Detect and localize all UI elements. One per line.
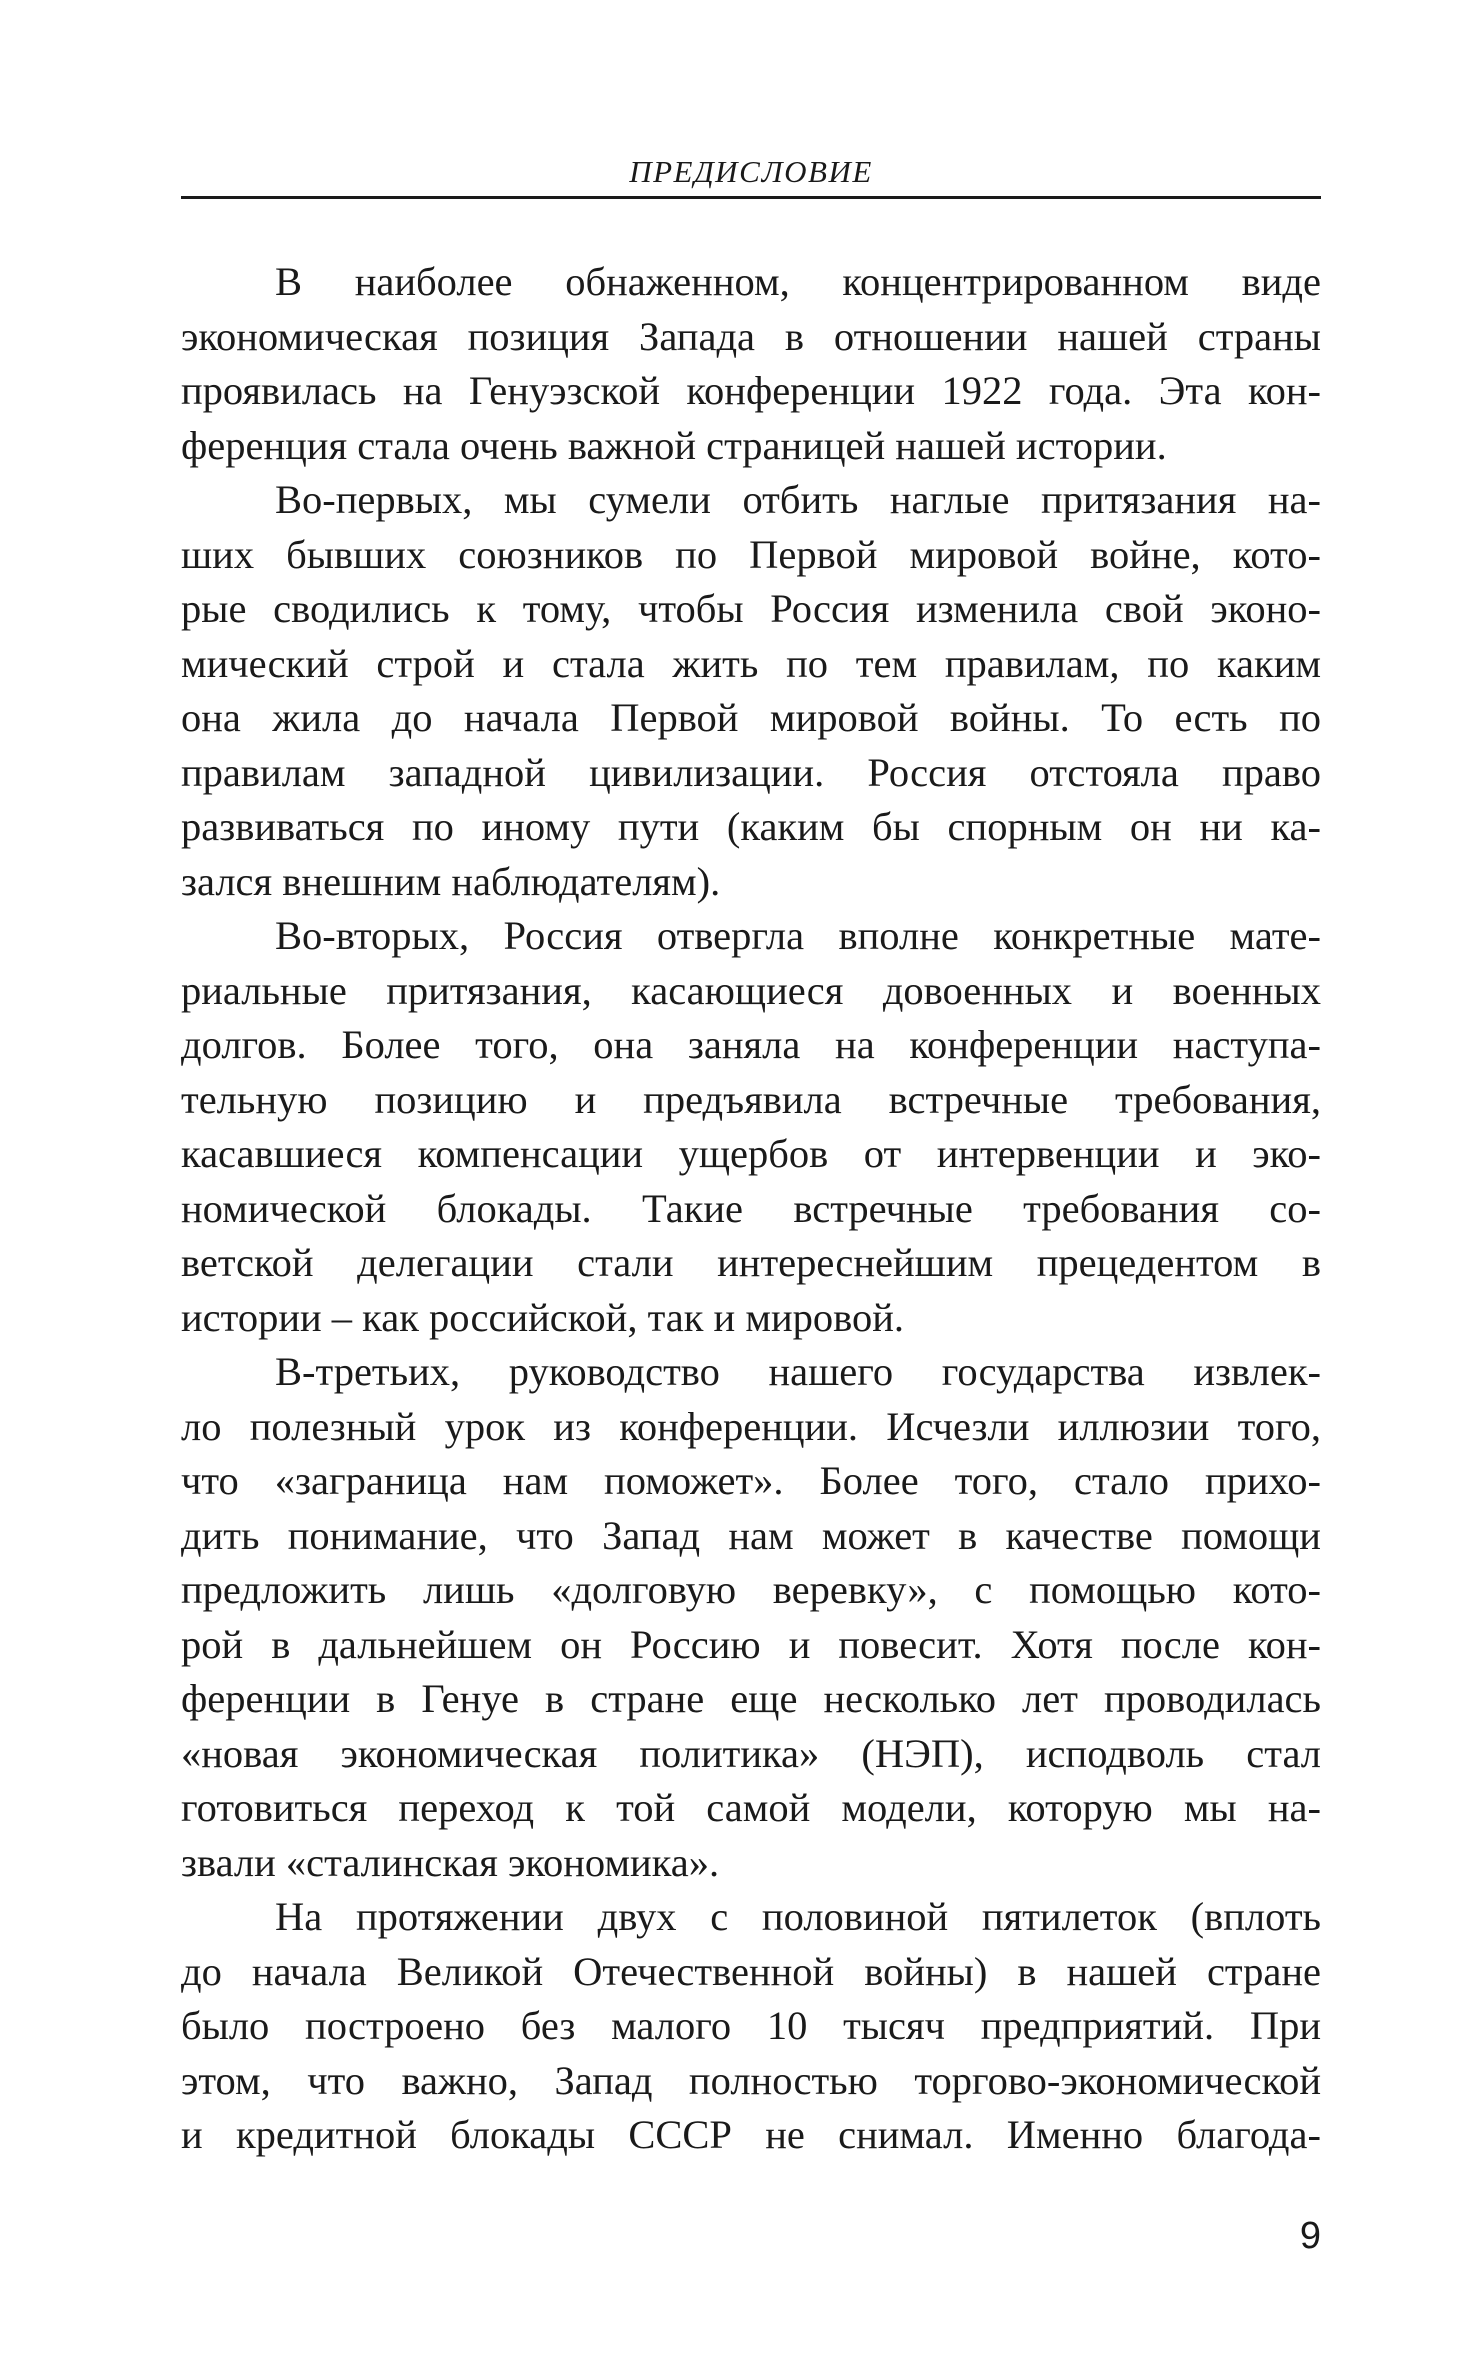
text-line: рые сводились к тому, чтобы Россия изменила свой эконо- <box>181 586 1321 631</box>
text-line: готовиться переход к той самой модели, которую мы на- <box>181 1785 1321 1830</box>
text-line: тельную позицию и предъявила встречные требования, <box>181 1076 1321 1122</box>
text-line: правилам западной цивилизации. Россия отстояла право <box>181 749 1321 795</box>
header-rule <box>181 196 1321 199</box>
text-line: Во-вторых, Россия отвергла вполне конкретные мате- <box>275 913 1321 958</box>
text-line: звали «сталинская экономика». <box>181 1839 720 1885</box>
page-number: 9 <box>1299 2215 1321 2257</box>
text-line: ференция стала очень важной страницей нашей истории. <box>181 422 1167 468</box>
text-line: этом, что важно, Запад полностью торгово-экономической <box>181 2057 1321 2103</box>
text-line: что «заграница нам поможет». Более того, стало прихо- <box>181 1458 1321 1503</box>
text-line: предложить лишь «долговую веревку», с помощью кото- <box>181 1567 1321 1612</box>
paragraph <box>181 255 1321 473</box>
text-line: ветской делегации стали интереснейшим прецедентом в <box>181 1240 1321 1285</box>
text-line: Во-первых, мы сумели отбить наглые притязания на- <box>275 477 1321 522</box>
text-line: и кредитной блокады СССР не снимал. Именно благода- <box>181 2112 1321 2157</box>
paragraph <box>181 909 1321 1345</box>
text-line: касавшиеся компенсации ущербов от интервенции и эко- <box>181 1131 1321 1176</box>
text-line: ференции в Генуе в стране еще несколько лет проводилась <box>181 1676 1321 1721</box>
running-head: ПРЕДИСЛОВИЕ <box>629 154 873 189</box>
text-line: мический строй и стала жить по тем правилам, по каким <box>181 640 1321 686</box>
text-line: рой в дальнейшем он Россию и повесит. Хотя после кон- <box>181 1621 1321 1667</box>
text-line: В-третьих, руководство нашего государства извлек- <box>275 1349 1321 1394</box>
text-line: до начала Великой Отечественной войны) в нашей стране <box>181 1948 1321 1994</box>
text-line: На протяжении двух с половиной пятилеток (вплоть <box>275 1894 1321 1939</box>
text-line: долгов. Более того, она заняла на конференции наступа- <box>181 1022 1321 1067</box>
text-line: дить понимание, что Запад нам может в качестве помощи <box>181 1512 1321 1558</box>
text-line: В наиболее обнаженном, концентрированном виде <box>275 259 1321 304</box>
text-line: номической блокады. Такие встречные требования со- <box>181 1185 1321 1231</box>
text-line: «новая экономическая политика» (НЭП), исподволь стал <box>181 1730 1321 1776</box>
text-line: ло полезный урок из конференции. Исчезли иллюзии того, <box>181 1403 1321 1449</box>
text-line: было построено без малого 10 тысяч предприятий. При <box>181 2003 1321 2048</box>
text-line: проявилась на Генуэзской конференции 1922 года. Эта кон- <box>181 368 1321 413</box>
text-line: зался внешним наблюдателям). <box>181 858 721 904</box>
paragraph <box>181 473 1321 909</box>
body-text <box>181 255 1321 2163</box>
paragraph <box>181 1345 1321 1890</box>
text-line: истории – как российской, так и мировой. <box>181 1294 905 1340</box>
text-line: она жила до начала Первой мировой войны. То есть по <box>181 695 1321 740</box>
text-line: ших бывших союзников по Первой мировой войне, кото- <box>181 531 1321 577</box>
text-line: риальные притязания, касающиеся довоенных и военных <box>181 967 1321 1013</box>
text-line: развиваться по иному пути (каким бы спорным он ни ка- <box>181 804 1321 849</box>
paragraph <box>181 1890 1321 2163</box>
text-line: экономическая позиция Запада в отношении нашей страны <box>181 313 1321 359</box>
